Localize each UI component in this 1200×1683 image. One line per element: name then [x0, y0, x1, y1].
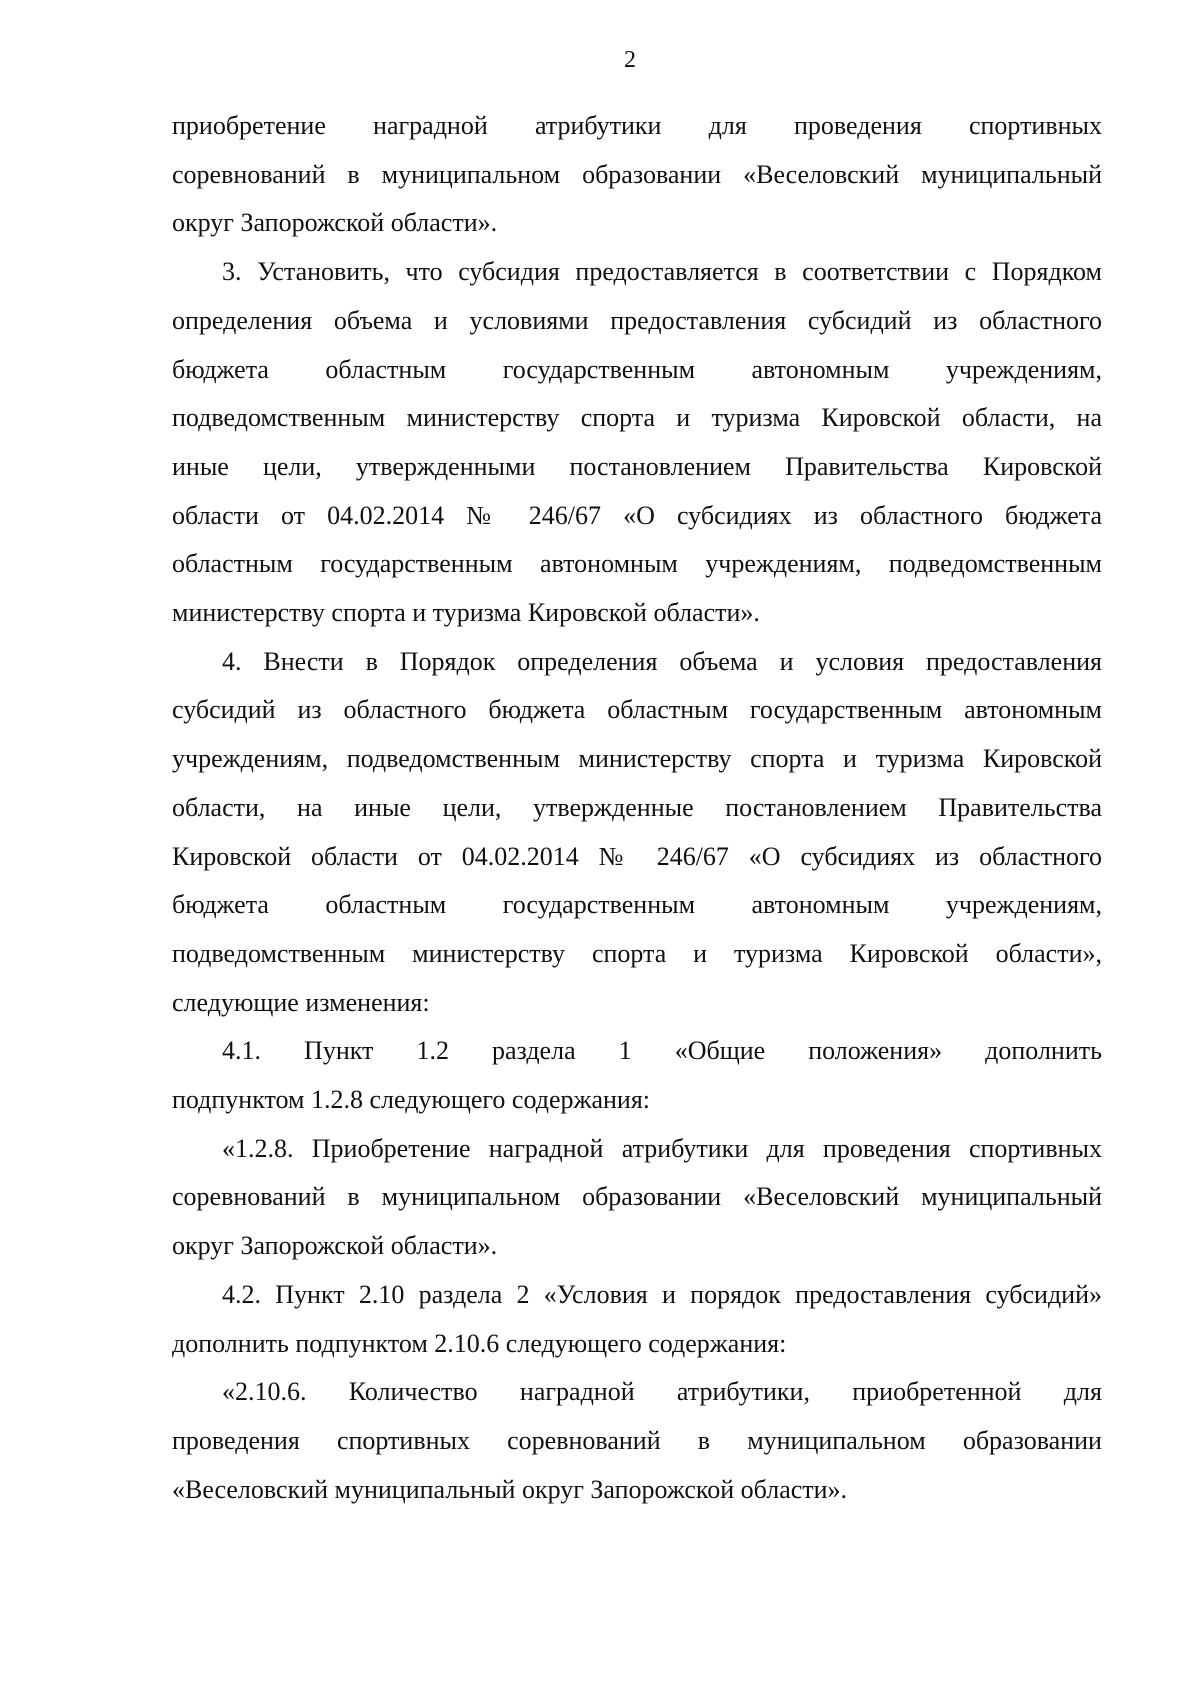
- word: в: [697, 1425, 711, 1455]
- word: бюджета: [172, 354, 269, 384]
- text-line: областным государственным автономным учреждениям, подведомственным: [172, 549, 1102, 579]
- text-line: 3. Установить, что субсидия предоставляется в соответствии с Порядком: [222, 257, 1102, 287]
- word: для: [708, 111, 747, 140]
- word: 1.2: [416, 1036, 449, 1066]
- text-line: [172, 346, 1102, 395]
- word: учреждениям,: [945, 890, 1102, 920]
- word: Пункт: [304, 1036, 374, 1066]
- word: спортивных: [336, 1425, 470, 1455]
- text-line: соревнований в муниципальном образовании «Веселовский муниципальный: [172, 1182, 1102, 1212]
- text-line: «Веселовский муниципальный округ Запорожской области».: [172, 1474, 848, 1504]
- paragraph-p4: [172, 638, 1102, 1028]
- word: 4.1.: [222, 1036, 261, 1066]
- text-line: определения объема и условиями предоставления субсидий из областного: [172, 305, 1102, 335]
- word: «Общие: [674, 1036, 766, 1066]
- word: наградной: [373, 111, 488, 140]
- text-line: соревнований в муниципальном образовании «Веселовский муниципальный: [172, 159, 1102, 189]
- paragraph-p4-1-quote: [172, 1125, 1102, 1271]
- word: атрибутики,: [676, 1377, 810, 1407]
- text-line: [172, 102, 1102, 151]
- word: для: [1063, 1377, 1102, 1407]
- text-line: 4. Внести в Порядок определения объема и условия предоставления: [222, 646, 1102, 676]
- word: раздела: [491, 1036, 576, 1066]
- text-line: области от 04.02.2014 № 246/67 «О субсидиях из областного бюджета: [172, 500, 1102, 530]
- text-line: [172, 1368, 1102, 1417]
- text-line: [172, 881, 1102, 930]
- text-line: «1.2.8. Приобретение наградной атрибутики для проведения спортивных: [222, 1133, 1102, 1163]
- text-line: [172, 1027, 1102, 1076]
- word: приобретение: [172, 111, 326, 140]
- paragraph-p4-2: [172, 1271, 1102, 1368]
- word: учреждениям,: [945, 354, 1102, 384]
- text-line: подпунктом 1.2.8 следующего содержания:: [172, 1085, 651, 1115]
- text-line: области, на иные цели, утвержденные постановлением Правительства: [172, 792, 1102, 822]
- text-line: субсидий из областного бюджета областным государственным автономным: [172, 695, 1102, 725]
- word: государственным: [502, 890, 696, 920]
- text-line: подведомственным министерству спорта и туризма Кировской области»,: [172, 938, 1102, 968]
- word: проведения: [172, 1425, 300, 1455]
- word: областным: [325, 354, 447, 384]
- text-line: [172, 1417, 1102, 1466]
- word: спортивных: [968, 111, 1102, 140]
- text-line: дополнить подпунктом 2.10.6 следующего содержания:: [172, 1328, 787, 1358]
- word: приобретенной: [852, 1377, 1022, 1407]
- word: соревнований: [507, 1425, 661, 1455]
- text-line: учреждениям, подведомственным министерству спорта и туризма Кировской: [172, 744, 1102, 774]
- word: проведения: [793, 111, 922, 140]
- word: муниципальном: [747, 1425, 926, 1455]
- word: наградной: [519, 1377, 635, 1407]
- word: бюджета: [172, 890, 269, 920]
- paragraph-p3: [172, 248, 1102, 638]
- word: Количество: [348, 1377, 478, 1407]
- text-line: следующие изменения:: [172, 987, 430, 1017]
- word: образовании: [962, 1425, 1102, 1455]
- word: дополнить: [985, 1036, 1102, 1066]
- word: «2.10.6.: [222, 1377, 307, 1407]
- text-line: 4.2. Пункт 2.10 раздела 2 «Условия и порядок предоставления субсидий»: [222, 1279, 1102, 1309]
- paragraph-p4-1: [172, 1027, 1102, 1124]
- word: автономным: [751, 354, 890, 384]
- text-line: Кировской области от 04.02.2014 № 246/67 «О субсидиях из областного: [172, 841, 1102, 871]
- document-body: [172, 102, 1102, 1514]
- text-line: округ Запорожской области».: [172, 208, 498, 238]
- text-line: округ Запорожской области».: [172, 1231, 498, 1261]
- word: положения»: [808, 1036, 943, 1066]
- text-line: иные цели, утвержденными постановлением Правительства Кировской: [172, 451, 1102, 481]
- paragraph-p4-2-quote: [172, 1368, 1102, 1514]
- text-line: подведомственным министерству спорта и туризма Кировской области, на: [172, 403, 1102, 433]
- word: атрибутики: [534, 111, 662, 140]
- text-line: министерству спорта и туризма Кировской области».: [172, 598, 760, 628]
- page-number: 2: [624, 47, 636, 73]
- word: автономным: [751, 890, 890, 920]
- word: областным: [325, 890, 447, 920]
- word: государственным: [502, 354, 696, 384]
- paragraph-p-continuation: [172, 102, 1102, 248]
- word: 1: [618, 1036, 632, 1066]
